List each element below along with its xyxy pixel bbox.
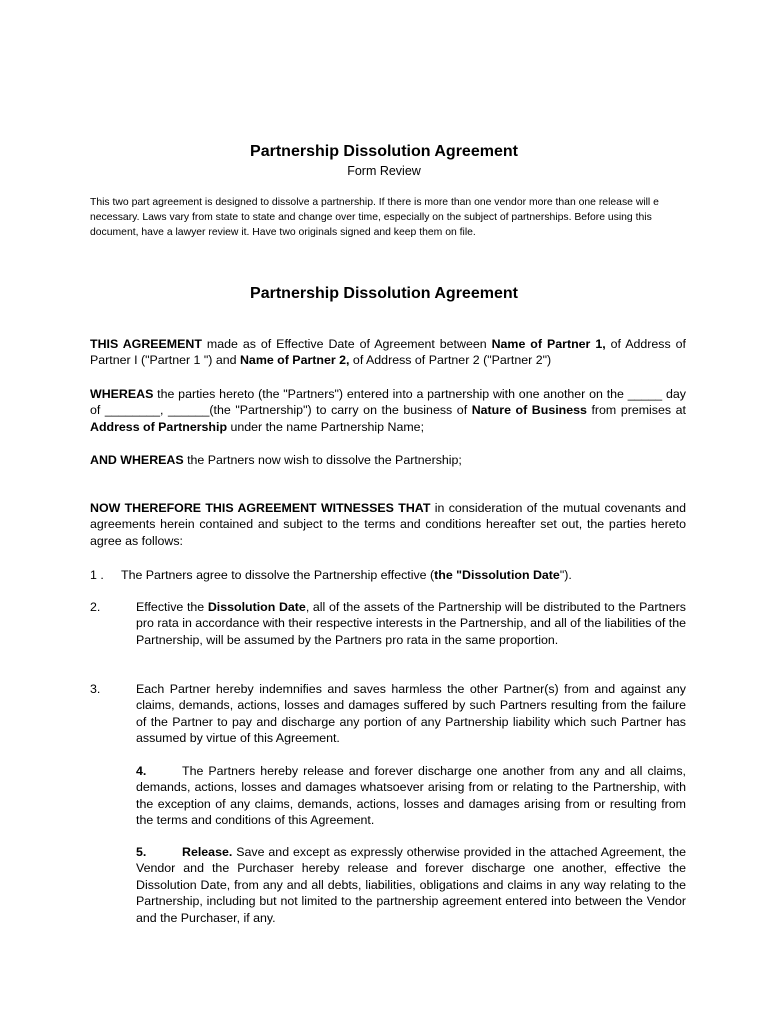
preamble-bold-2: Name of Partner 1, [491, 337, 606, 351]
preamble-text-3: of Address of Partner 2 ("Partner 2") [349, 353, 552, 368]
clause-bold: Release. [182, 845, 233, 859]
whereas-bold-1: WHEREAS [90, 387, 154, 401]
clause-5 [136, 844, 686, 926]
clause-2 [90, 599, 686, 648]
preamble-bold-3: Name of Partner 2, [239, 353, 350, 368]
whereas-text-3: under the name Partnership Name; [227, 419, 425, 434]
and-whereas-paragraph [90, 452, 686, 468]
clause-bold: Dissolution Date [207, 600, 306, 614]
form-subtitle: Form Review [347, 164, 421, 178]
and-whereas-bold: AND WHEREAS [90, 453, 184, 467]
clause-text: Effective the [136, 600, 208, 614]
clause-number: 3. [90, 682, 101, 696]
clause-body [136, 599, 686, 648]
clause-text: Save and except as expressly otherwise provided in the attached Agreement, the Vendor and the Purchaser hereby release and forever discharge one another, effective the Dissolution Date, from any and all debts, liabilities, obligations and claims in any way relating to the Partnership, including but not limited to the partnership agreement entered into between the Vendor and the Purchaser, if any. [136, 845, 686, 925]
clause-text: The Partners agree to dissolve the Partnership effective ( [121, 568, 435, 582]
clause-number: 2. [90, 600, 101, 614]
clause-1 [90, 567, 686, 583]
clause-number: 4. [136, 764, 147, 778]
clause-3 [90, 681, 686, 747]
preamble-bold-1: THIS AGREEMENT [90, 337, 202, 351]
clause-number: 1 . [90, 568, 104, 582]
clause-body: Each Partner hereby indemnifies and saves harmless the other Partner(s) from and against any claims, demands, actions, losses and damages suffered by such Partners resulting from the failure of the Partner to pay and discharge any portion of any Partnership liability which such Partner has assumed by virtue of this Agreement. [136, 682, 686, 746]
clause-number: 5. [136, 845, 147, 859]
clause-text: , all of the assets of the Partnership will be distributed to the Partners pro rata in accordance with their respective interests in the Partnership, and all of the liabilities of the Partnership, will be assumed by the Partners pro rata in the same proportion. [136, 600, 686, 647]
whereas-paragraph [90, 386, 686, 435]
clause-bold: the "Dissolution Date [434, 568, 560, 582]
whereas-bold-2: Nature of Business [471, 403, 587, 418]
whereas-text-2: from premises at [586, 403, 686, 418]
clause-4 [136, 763, 686, 829]
agreement-title: Partnership Dissolution Agreement [250, 285, 518, 302]
and-whereas-text: the Partners now wish to dissolve the Partnership; [183, 453, 462, 467]
clause-text: "). [559, 568, 572, 582]
intro-paragraph: This two part agreement is designed to dissolve a partnership. If there is more than one vendor more than one release will e necessary. Laws vary from state to state and change over time, especially on the subject of partnerships. Before using this document, have a lawyer review it. Have two originals signed and keep them on file. [90, 197, 659, 238]
witnesses-paragraph [90, 500, 686, 549]
form-title: Partnership Dissolution Agreement [250, 143, 518, 160]
witnesses-text: in consideration of the mutual covenants and agreements herein contained and subject to the terms and conditions hereafter set out, the parties hereto agree as follows: [90, 501, 686, 548]
preamble-text-2: of Address of Partner I ("Partner 1 ") and [90, 337, 686, 368]
clause-text: The Partners hereby release and forever discharge one another from any and all claims, demands, actions, losses and damages whatsoever arising from or relating to the Partnership, with the exception of any claims, demands, actions, losses and damages arising from or resulting from the terms and conditions of this Agreement. [136, 764, 686, 828]
clause-body [121, 567, 686, 583]
preamble-text-1: made as of Effective Date of Agreement between [201, 337, 492, 351]
agreement-preamble [90, 336, 686, 369]
witnesses-bold: NOW THEREFORE THIS AGREEMENT WITNESSES THAT [90, 501, 431, 515]
whereas-text-1: the parties hereto (the "Partners") entered into a partnership with one another on the _____ day of ________, ______(the "Partnership") to carry on the business of [90, 387, 686, 418]
whereas-bold-3: Address of Partnership [90, 419, 228, 434]
